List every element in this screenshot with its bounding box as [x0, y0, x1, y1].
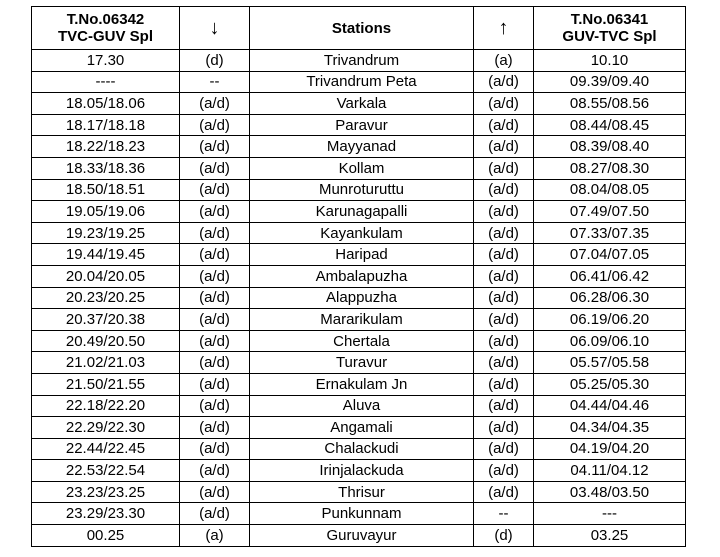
- up-flag-cell: (a/d): [474, 373, 534, 395]
- down-flag-cell: (a/d): [180, 244, 250, 266]
- down-time-cell: 21.02/21.03: [32, 352, 180, 374]
- up-time-cell: 03.48/03.50: [534, 481, 686, 503]
- up-time-cell: 06.19/06.20: [534, 309, 686, 331]
- down-flag-cell: (a/d): [180, 438, 250, 460]
- station-name-cell: Irinjalackuda: [250, 460, 474, 482]
- up-flag-cell: (a): [474, 50, 534, 72]
- table-row: [32, 438, 686, 460]
- table-row: [32, 222, 686, 244]
- down-flag-cell: (a/d): [180, 460, 250, 482]
- down-train-name: TVC-GUV Spl: [57, 28, 153, 45]
- up-train-name: GUV-TVC Spl: [562, 28, 657, 45]
- up-direction-header: [474, 7, 534, 50]
- up-time-cell: 04.11/04.12: [534, 460, 686, 482]
- up-time-cell: 09.39/09.40: [534, 71, 686, 93]
- station-name-cell: Trivandrum Peta: [250, 71, 474, 93]
- up-time-cell: 06.09/06.10: [534, 330, 686, 352]
- station-name-cell: Aluva: [250, 395, 474, 417]
- down-time-cell: 20.04/20.05: [32, 265, 180, 287]
- up-flag-cell: (a/d): [474, 93, 534, 115]
- down-time-cell: 19.05/19.06: [32, 201, 180, 223]
- down-time-cell: 18.50/18.51: [32, 179, 180, 201]
- up-time-cell: 04.44/04.46: [534, 395, 686, 417]
- table-row: [32, 395, 686, 417]
- station-name-cell: Mayyanad: [250, 136, 474, 158]
- up-time-cell: 05.57/05.58: [534, 352, 686, 374]
- down-time-cell: 19.23/19.25: [32, 222, 180, 244]
- table-row: [32, 179, 686, 201]
- up-flag-cell: (a/d): [474, 287, 534, 309]
- train-timetable: [31, 6, 686, 547]
- down-flag-cell: (a/d): [180, 373, 250, 395]
- up-time-cell: 04.19/04.20: [534, 438, 686, 460]
- up-flag-cell: (a/d): [474, 114, 534, 136]
- table-row: [32, 157, 686, 179]
- up-flag-cell: (a/d): [474, 222, 534, 244]
- station-name-cell: Haripad: [250, 244, 474, 266]
- down-direction-header: [180, 7, 250, 50]
- station-name-cell: Kollam: [250, 157, 474, 179]
- up-time-cell: 10.10: [534, 50, 686, 72]
- down-time-cell: 00.25: [32, 525, 180, 547]
- station-name-cell: Ernakulam Jn: [250, 373, 474, 395]
- down-flag-cell: (a/d): [180, 114, 250, 136]
- arrow-up-icon: ↑: [498, 17, 509, 39]
- up-time-cell: 05.25/05.30: [534, 373, 686, 395]
- down-time-cell: 21.50/21.55: [32, 373, 180, 395]
- station-name-cell: Munroturuttu: [250, 179, 474, 201]
- up-time-cell: 07.49/07.50: [534, 201, 686, 223]
- down-time-cell: 22.18/22.20: [32, 395, 180, 417]
- table-row: [32, 460, 686, 482]
- table-row: [32, 50, 686, 72]
- up-flag-cell: (a/d): [474, 417, 534, 439]
- up-flag-cell: (a/d): [474, 201, 534, 223]
- station-name-cell: Trivandrum: [250, 50, 474, 72]
- up-flag-cell: (a/d): [474, 265, 534, 287]
- down-flag-cell: --: [180, 71, 250, 93]
- table-row: [32, 265, 686, 287]
- down-time-cell: 18.33/18.36: [32, 157, 180, 179]
- up-flag-cell: (a/d): [474, 136, 534, 158]
- station-name-cell: Chalackudi: [250, 438, 474, 460]
- table-row: [32, 201, 686, 223]
- up-flag-cell: (a/d): [474, 179, 534, 201]
- table-row: [32, 309, 686, 331]
- up-time-cell: 03.25: [534, 525, 686, 547]
- station-name-cell: Kayankulam: [250, 222, 474, 244]
- station-name-cell: Ambalapuzha: [250, 265, 474, 287]
- station-name-cell: Punkunnam: [250, 503, 474, 525]
- table-row: [32, 373, 686, 395]
- up-time-cell: 07.33/07.35: [534, 222, 686, 244]
- down-flag-cell: (a/d): [180, 309, 250, 331]
- station-name-cell: Guruvayur: [250, 525, 474, 547]
- down-time-cell: 20.23/20.25: [32, 287, 180, 309]
- table-row: [32, 417, 686, 439]
- station-name-cell: Angamali: [250, 417, 474, 439]
- up-time-cell: 06.28/06.30: [534, 287, 686, 309]
- station-name-cell: Thrisur: [250, 481, 474, 503]
- up-flag-cell: (a/d): [474, 330, 534, 352]
- up-flag-cell: (a/d): [474, 460, 534, 482]
- down-time-cell: 19.44/19.45: [32, 244, 180, 266]
- timetable-body: [32, 50, 686, 547]
- arrow-down-icon: ↓: [209, 17, 220, 39]
- down-time-cell: 18.05/18.06: [32, 93, 180, 115]
- up-flag-cell: (a/d): [474, 71, 534, 93]
- station-name-cell: Alappuzha: [250, 287, 474, 309]
- down-flag-cell: (a/d): [180, 330, 250, 352]
- down-flag-cell: (a/d): [180, 481, 250, 503]
- down-time-cell: 18.17/18.18: [32, 114, 180, 136]
- down-time-cell: 20.49/20.50: [32, 330, 180, 352]
- up-time-cell: 04.34/04.35: [534, 417, 686, 439]
- down-flag-cell: (a/d): [180, 93, 250, 115]
- down-flag-cell: (a/d): [180, 352, 250, 374]
- down-time-cell: 22.44/22.45: [32, 438, 180, 460]
- down-flag-cell: (a/d): [180, 201, 250, 223]
- up-flag-cell: (d): [474, 525, 534, 547]
- up-flag-cell: (a/d): [474, 352, 534, 374]
- down-flag-cell: (a/d): [180, 157, 250, 179]
- station-name-cell: Turavur: [250, 352, 474, 374]
- down-time-cell: 17.30: [32, 50, 180, 72]
- table-row: [32, 114, 686, 136]
- up-flag-cell: (a/d): [474, 481, 534, 503]
- up-time-cell: 06.41/06.42: [534, 265, 686, 287]
- down-flag-cell: (a/d): [180, 222, 250, 244]
- header-row: [32, 7, 686, 50]
- down-time-cell: 22.29/22.30: [32, 417, 180, 439]
- up-time-cell: ---: [534, 503, 686, 525]
- table-row: [32, 71, 686, 93]
- table-row: [32, 330, 686, 352]
- stations-header: Stations: [250, 7, 474, 50]
- table-row: [32, 525, 686, 547]
- up-flag-cell: --: [474, 503, 534, 525]
- up-time-cell: 08.04/08.05: [534, 179, 686, 201]
- table-row: [32, 287, 686, 309]
- up-flag-cell: (a/d): [474, 438, 534, 460]
- up-train-number: T.No.06341: [570, 11, 649, 28]
- up-time-cell: 08.27/08.30: [534, 157, 686, 179]
- down-time-cell: 18.22/18.23: [32, 136, 180, 158]
- down-time-cell: 23.23/23.25: [32, 481, 180, 503]
- up-time-cell: 08.39/08.40: [534, 136, 686, 158]
- up-time-cell: 08.44/08.45: [534, 114, 686, 136]
- up-flag-cell: (a/d): [474, 157, 534, 179]
- table-row: [32, 93, 686, 115]
- table-row: [32, 352, 686, 374]
- down-flag-cell: (a/d): [180, 417, 250, 439]
- down-flag-cell: (a/d): [180, 265, 250, 287]
- down-train-number: T.No.06342: [66, 11, 145, 28]
- down-time-cell: ----: [32, 71, 180, 93]
- down-flag-cell: (a/d): [180, 136, 250, 158]
- down-time-cell: 20.37/20.38: [32, 309, 180, 331]
- down-flag-cell: (a/d): [180, 287, 250, 309]
- down-time-cell: 23.29/23.30: [32, 503, 180, 525]
- down-flag-cell: (a/d): [180, 503, 250, 525]
- station-name-cell: Paravur: [250, 114, 474, 136]
- table-row: [32, 244, 686, 266]
- up-flag-cell: (a/d): [474, 309, 534, 331]
- up-flag-cell: (a/d): [474, 244, 534, 266]
- down-flag-cell: (d): [180, 50, 250, 72]
- down-time-cell: 22.53/22.54: [32, 460, 180, 482]
- up-flag-cell: (a/d): [474, 395, 534, 417]
- table-row: [32, 136, 686, 158]
- down-flag-cell: (a): [180, 525, 250, 547]
- station-name-cell: Karunagapalli: [250, 201, 474, 223]
- down-flag-cell: (a/d): [180, 179, 250, 201]
- down-train-header: [32, 7, 180, 50]
- station-name-cell: Mararikulam: [250, 309, 474, 331]
- up-train-header: [534, 7, 686, 50]
- up-time-cell: 08.55/08.56: [534, 93, 686, 115]
- table-row: [32, 503, 686, 525]
- station-name-cell: Chertala: [250, 330, 474, 352]
- timetable-header: [32, 7, 686, 50]
- up-time-cell: 07.04/07.05: [534, 244, 686, 266]
- table-row: [32, 481, 686, 503]
- down-flag-cell: (a/d): [180, 395, 250, 417]
- station-name-cell: Varkala: [250, 93, 474, 115]
